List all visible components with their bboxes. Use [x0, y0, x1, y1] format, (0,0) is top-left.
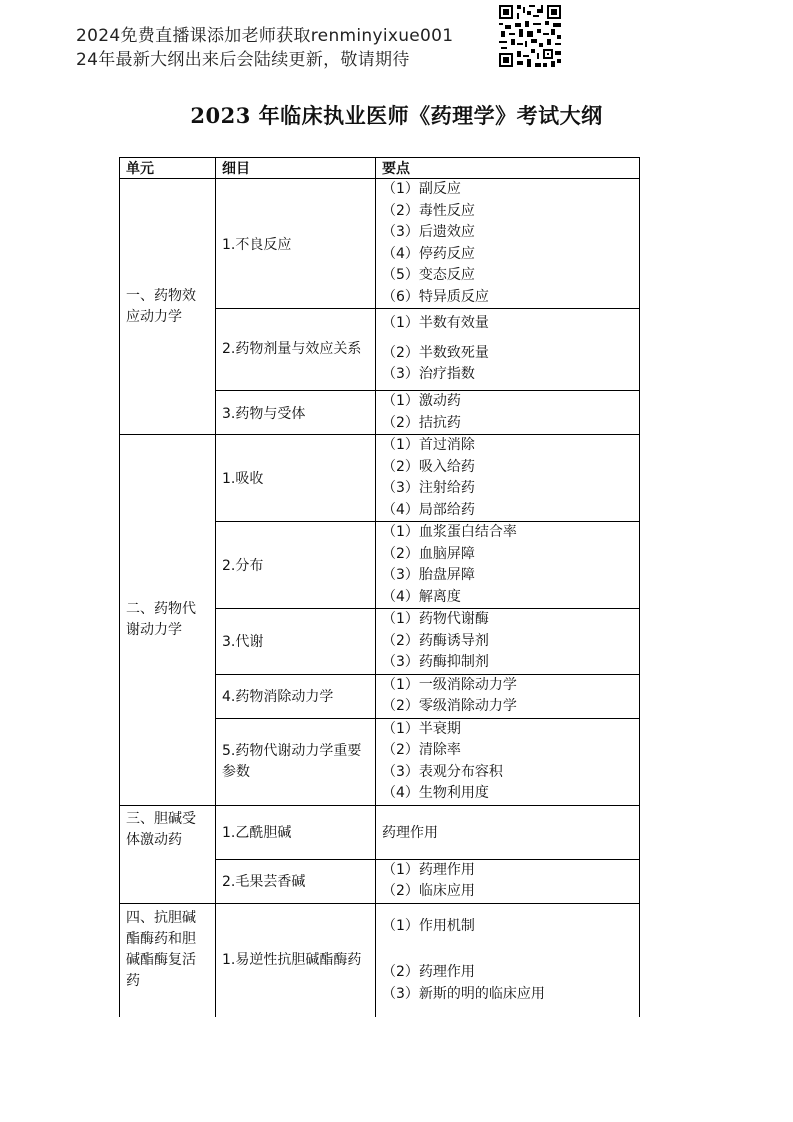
promo-line-2: 24年最新大纲出来后会陆续更新，敬请期待	[76, 50, 410, 70]
table-row	[120, 435, 640, 522]
item-cell: 2.分布	[216, 522, 376, 609]
points-cell	[376, 522, 640, 609]
point: （5）变态反应	[382, 267, 475, 283]
points-cell	[376, 903, 640, 1017]
unit-name: 一、药物效应动力学	[126, 287, 196, 325]
table-row	[120, 805, 640, 859]
point: （3）表观分布容积	[382, 763, 503, 780]
unit-cell	[120, 903, 216, 1017]
item-cell: 1.易逆性抗胆碱酯酶药	[216, 903, 376, 1017]
point: （1）作用机制	[382, 917, 475, 934]
item-cell: 4.药物消除动力学	[216, 674, 376, 718]
unit-cell	[120, 435, 216, 806]
point: （1）药理作用	[382, 861, 475, 878]
point: （1）半数有效量	[382, 315, 489, 332]
point: （1）一级消除动力学	[382, 676, 517, 693]
point: （3）后遗效应	[382, 224, 475, 240]
table-row	[120, 903, 640, 1017]
promo-banner	[76, 24, 453, 72]
point: （4）局部给药	[382, 501, 475, 518]
point: （2）零级消除动力学	[382, 698, 517, 714]
unit-name: 三、胆碱受体激动药	[126, 810, 196, 848]
point: （2）药理作用	[382, 964, 475, 980]
syllabus-table	[119, 157, 640, 1017]
unit-name: 四、抗胆碱酯酶药和胆碱酯酶复活药	[126, 909, 196, 989]
point: （2）拮抗药	[382, 414, 461, 431]
item-cell: 1.吸收	[216, 435, 376, 522]
header-item: 细目	[216, 158, 376, 179]
header-unit: 单元	[120, 158, 216, 179]
point: （4）解离度	[382, 588, 461, 605]
point: （1）药物代谢酶	[382, 611, 489, 627]
point: （3）新斯的明的临床应用	[382, 985, 545, 1002]
item-cell: 5.药物代谢动力学重要参数	[216, 718, 376, 805]
points-cell	[376, 391, 640, 435]
point: （4）生物利用度	[382, 785, 489, 801]
point: （3）胎盘屏障	[382, 567, 475, 583]
points-cell	[376, 674, 640, 718]
points-cell	[376, 718, 640, 805]
table-header-row	[120, 158, 640, 179]
point: （1）激动药	[382, 393, 461, 409]
point: （2）毒性反应	[382, 202, 475, 219]
page-title: 2023 年临床执业医师《药理学》考试大纲	[190, 103, 603, 128]
point: （2）清除率	[382, 742, 461, 758]
points-cell	[376, 859, 640, 903]
point: （1）副反应	[382, 181, 461, 197]
unit-cell	[120, 805, 216, 903]
promo-line-1: 2024免费直播课添加老师获取renminyixue001	[76, 26, 454, 46]
item-cell: 3.药物与受体	[216, 391, 376, 435]
point: （1）半衰期	[382, 720, 461, 737]
point: （6）特异质反应	[382, 288, 489, 305]
point: （3）药酶抑制剂	[382, 654, 489, 670]
qr-code-icon[interactable]	[497, 3, 563, 69]
points-cell	[376, 609, 640, 675]
point: （2）临床应用	[382, 883, 475, 899]
item-cell: 1.不良反应	[216, 179, 376, 309]
points-cell: 药理作用	[376, 805, 640, 859]
point: （3）注射给药	[382, 480, 475, 496]
points-cell	[376, 309, 640, 391]
point: （2）吸入给药	[382, 458, 475, 475]
item-cell: 3.代谢	[216, 609, 376, 675]
points-cell	[376, 179, 640, 309]
unit-name: 二、药物代谢动力学	[126, 600, 196, 638]
point: （2）半数致死量	[382, 344, 489, 361]
points-cell	[376, 435, 640, 522]
point: （3）治疗指数	[382, 366, 475, 383]
unit-cell	[120, 179, 216, 435]
point: （1）首过消除	[382, 437, 475, 453]
point: （2）血脑屏障	[382, 545, 475, 562]
item-cell: 2.药物剂量与效应关系	[216, 309, 376, 391]
table-row	[120, 179, 640, 309]
item-cell: 1.乙酰胆碱	[216, 805, 376, 859]
item-cell: 2.毛果芸香碱	[216, 859, 376, 903]
point: （4）停药反应	[382, 245, 475, 262]
header-points: 要点	[376, 158, 640, 179]
point: （2）药酶诱导剂	[382, 632, 489, 649]
point: （1）血浆蛋白结合率	[382, 524, 517, 540]
